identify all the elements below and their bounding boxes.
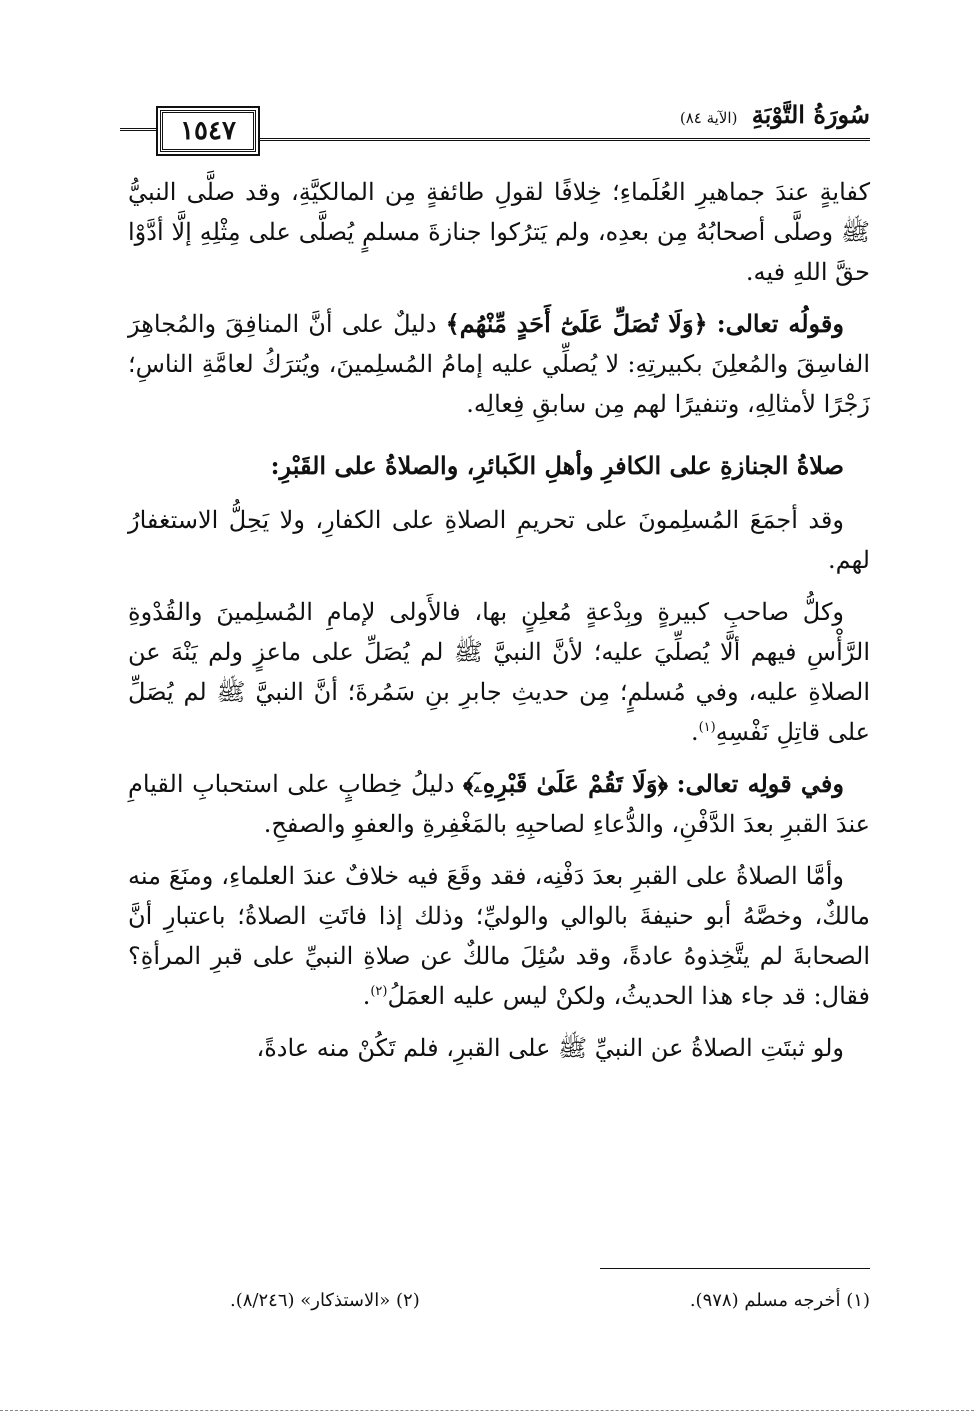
paragraph: كفايةٍ عندَ جماهيرِ العُلَماءِ؛ خِلافًا لقولِ طائفةٍ مِن المالكيَّةِ، وقد صلَّى النبيُّ ﷺ وصلَّى أصحابُهُ مِن بعدِه، ولم يَترُكوا جنازةَ مسلمٍ يُصلَّى على مِثْلِهِ إلَّا أدَّوْا حقَّ اللهِ فيه.: [128, 178, 870, 286]
paragraph-intro: وقولُه تعالى:: [716, 309, 844, 338]
paragraph: وقولُه تعالى: ﴿وَلَا تُصَلِّ عَلَىٰٓ أَحَدٍ مِّنْهُم﴾ دليلٌ على أنَّ المنافِقَ والمُجاهِرَ الفاسِقَ والمُعلِنَ بكبيرتِهِ: لا يُصلِّي عليه إمامُ المُسلِمينَ، ويُترَكُ لعامَّةِ الناسِ؛ زَجْرًا لأمثالِهِ، وتنفيرًا لهم مِن سابقِ فِعالِه.: [128, 309, 870, 418]
footnote: [690, 1290, 870, 1311]
ayah-reference: (الآية ٨٤): [679, 109, 738, 127]
paragraph-intro: وفي قولِه تعالى:: [676, 769, 844, 798]
quran-quote: ﴿وَلَا تَقُمْ عَلَىٰ قَبْرِهِۦٓ﴾: [463, 769, 669, 798]
footnote: [230, 1290, 420, 1311]
page-body: [128, 172, 870, 1080]
footnote-ref: (١): [698, 720, 716, 735]
footnote-text: «الاستذكار» (٨/٢٤٦).: [230, 1290, 391, 1311]
page-number: ١٥٤٧: [160, 110, 256, 152]
footnote-number: (٢): [395, 1290, 420, 1311]
header-rule-left: [120, 128, 156, 131]
footnote-rule: [600, 1268, 870, 1269]
paragraph: وقد أجمَعَ المُسلِمونَ على تحريمِ الصلاةِ على الكفارِ، ولا يَحِلُّ الاستغفارُ لهم.: [128, 506, 870, 574]
footnote-ref: (٢): [370, 984, 388, 999]
header-rule: [258, 138, 870, 141]
footnotes: [230, 1290, 870, 1311]
surah-title: [680, 100, 870, 129]
paragraph: وفي قولِه تعالى: ﴿وَلَا تَقُمْ عَلَىٰ قَبْرِهِۦٓ﴾ دليلُ خِطابٍ على استحبابِ القيامِ عندَ القبرِ بعدَ الدَّفْنِ، والدُّعاءِ لصاحبِهِ بالمَغْفِرةِ والعفوِ والصفحِ.: [128, 769, 870, 838]
scan-edge-line: [0, 1410, 974, 1411]
paragraph: ولو ثبتَتِ الصلاةُ عن النبيِّ ﷺ على القبرِ، فلم تَكُنْ منه عادةً،: [256, 1034, 844, 1062]
surah-name: سُورَةُ التَّوْبَةِ: [751, 100, 870, 129]
footnote-text: أخرجه مسلم (٩٧٨).: [689, 1290, 841, 1311]
footnote-number: (١): [846, 1290, 870, 1311]
page-header: [120, 100, 870, 160]
section-heading: صلاةُ الجنازةِ على الكافرِ وأهلِ الكَبائرِ، والصلاةُ على القَبْرِ:: [270, 451, 844, 480]
paragraph: وكلُّ صاحبِ كبيرةٍ وبِدْعةٍ مُعلِنٍ بها، فالأَولى لإمامِ المُسلِمينَ والقُدْوةِ الرَّأْسِ فيهم ألَّا يُصلِّيَ عليه؛ لأنَّ النبيَّ ﷺ لم يُصَلِّ على ماعزٍ ولم يَنْهَ عن الصلاةِ عليه، وفي مُسلمٍ؛ مِن حديثِ جابرِ بنِ سَمُرةَ؛ أنَّ النبيَّ ﷺ لم يُصَلِّ على قاتِلِ نَفْسِهِ$^{(١)}$.: [128, 598, 870, 746]
paragraph: وأمَّا الصلاةُ على القبرِ بعدَ دَفْنِه، فقد وقَعَ فيه خلافٌ عندَ العلماءِ، ومنَعَ منه مالكٌ، وخصَّهُ أبو حنيفةَ بالوالي والوليِّ؛ وذلك إذا فاتَتِ الصلاةُ؛ باعتبارِ أنَّ الصحابةَ لم يتَّخِذوهُ عادةً، وقد سُئِلَ مالكٌ عن صلاةِ النبيِّ على قبرِ المرأةِ؟ فقال: قد جاء هذا الحديثُ، ولكنْ ليس عليه العمَلُ$^{(٢)}$.: [128, 862, 870, 1010]
quran-quote: ﴿وَلَا تُصَلِّ عَلَىٰٓ أَحَدٍ مِّنْهُم﴾: [445, 309, 708, 338]
